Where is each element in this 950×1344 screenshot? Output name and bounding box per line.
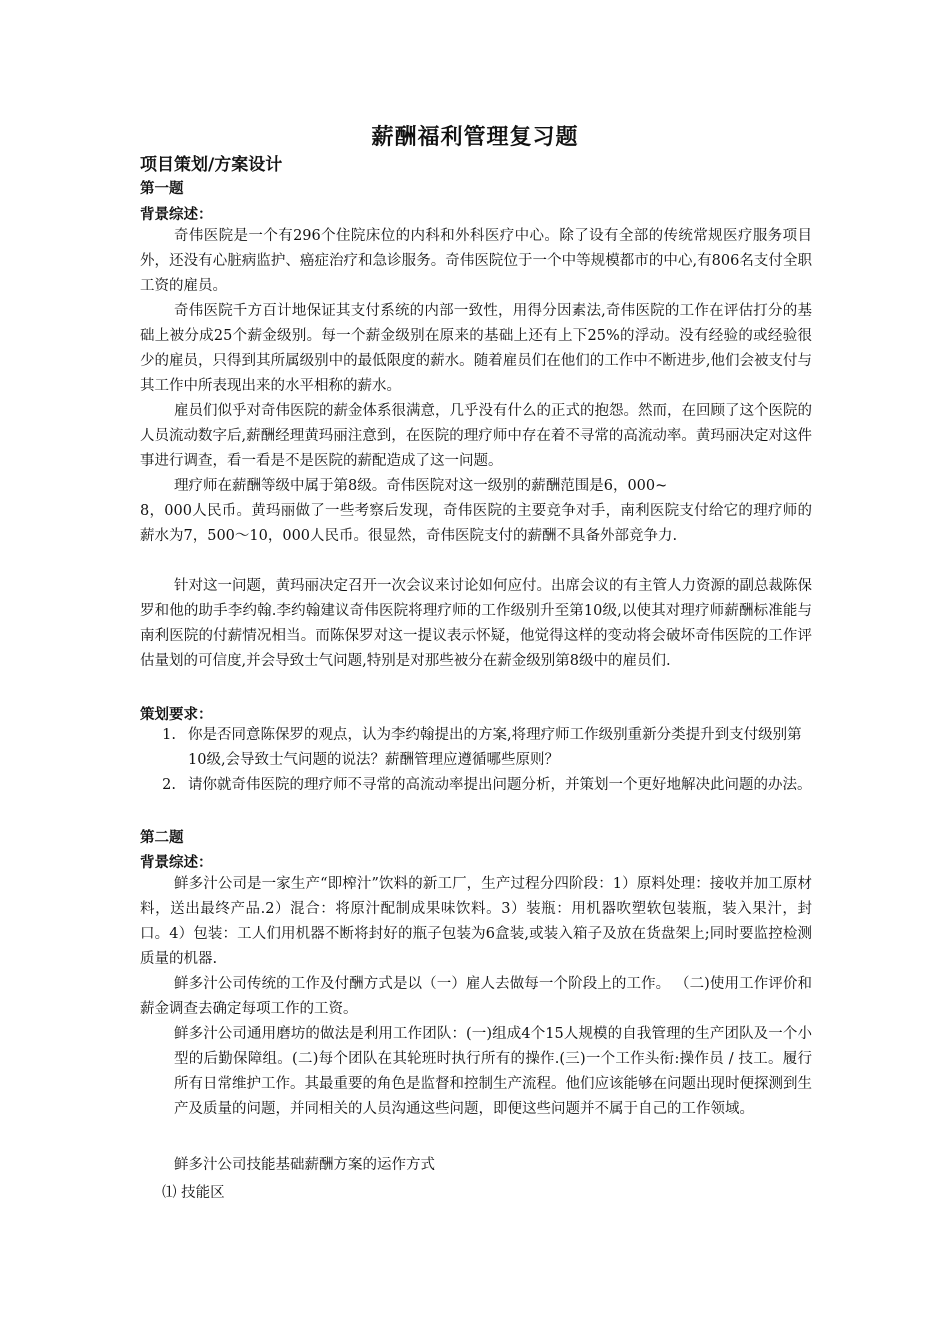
q1-requirements-label: 策划要求： [140, 707, 213, 723]
list-item [160, 773, 812, 798]
q1-paragraph-4-line-1: 理疗师在薪酬等级中属于第8级。奇伟医院对这一级别的薪酬范围是6，000~ [174, 478, 668, 494]
document-title: 薪酬福利管理复习题 [371, 125, 579, 150]
list-item [160, 723, 812, 773]
list-text: 你是否同意陈保罗的观点，认为李约翰提出的方案,将理疗师工作级别重新分类提升到支付级别第10级,会导致士气问题的说法？薪酬管理应遵循哪些原则？ [188, 727, 802, 768]
list-number: 1. [162, 727, 176, 743]
list-number: 2. [162, 777, 176, 793]
q1-paragraph-5: 针对这一问题，黄玛丽决定召开一次会议来讨论如何应付。出席会议的有主管人力资源的副总裁陈保罗和他的助手李约翰.李约翰建议奇伟医院将理疗师的工作级别升至第10级,以使其对理疗师薪酬标准能与南利医院的付薪情况相当。而陈保罗对这一提议表示怀疑，他觉得这样的变动将会破坏奇伟医院的工作评估量划的可信度,并会导致士气问题,特别是对那些被分在薪金级别第8级中的雇员们. [140, 578, 812, 669]
q1-heading: 第一题 [140, 181, 184, 197]
q1-paragraph-4: 8，000人民币。黄玛丽做了一些考察后发现，奇伟医院的主要竞争对手，南利医院支付给它的理疗师的薪水为7，500～10，000人民币。很显然，奇伟医院支付的薪酬不具备外部竞争力. [140, 503, 812, 544]
q2-heading: 第二题 [140, 830, 184, 846]
q2-paragraph-5: ⑴ 技能区 [162, 1185, 225, 1201]
list-text: 请你就奇伟医院的理疗师不寻常的高流动率提出问题分析，并策划一个更好地解决此问题的办法。 [188, 777, 812, 793]
q1-paragraph-1: 奇伟医院是一个有296个住院床位的内科和外科医疗中心。除了设有全部的传统常规医疗服务项目外，还没有心脏病监护、癌症治疗和急诊服务。奇伟医院位于一个中等规模都市的中心,有806名支付全职工资的雇员。 [140, 228, 812, 294]
q1-paragraph-3: 雇员们似乎对奇伟医院的薪金体系很满意，几乎没有什么的正式的抱怨。然而，在回顾了这个医院的人员流动数字后,薪酬经理黄玛丽注意到，在医院的理疗师中存在着不寻常的高流动率。黄玛丽决定对这件事进行调查，看一看是不是医院的薪配造成了这一问题。 [140, 403, 812, 469]
q2-paragraph-1: 鲜多汁公司是一家生产“即榨汁”饮料的新工厂，生产过程分四阶段：1）原料处理：接收并加工原材料，送出最终产品.2）混合：将原汁配制成果味饮料。3）装瓶：用机器吹塑软包装瓶，装入果汁，封口。4）包装：工人们用机器不断将封好的瓶子包装为6盒装,或装入箱子及放在货盘架上;同时要监控检测质量的机器. [140, 876, 812, 967]
q2-paragraph-4: 鲜多汁公司技能基础薪酬方案的运作方式 [174, 1157, 435, 1173]
q1-paragraph-2: 奇伟医院千方百计地保证其支付系统的内部一致性，用得分因素法,奇伟医院的工作在评估打分的基础上被分成25个薪金级别。每一个薪金级别在原来的基础上还有上下25%的浮动。没有经验的或经验很少的雇员，只得到其所属级别中的最低限度的薪水。随着雇员们在他们的工作中不断进步,他们会被支付与其工作中所表现出来的水平相称的薪水。 [140, 303, 812, 394]
q2-background-label: 背景综述： [140, 855, 213, 871]
q2-paragraph-2: 鲜多汁公司传统的工作及付酬方式是以（一）雇人去做每一个阶段上的工作。 （二)使用工作评价和薪金调查去确定每项工作的工资。 [140, 976, 812, 1017]
section-heading: 项目策划/方案设计 [140, 155, 283, 175]
q1-background-label: 背景综述： [140, 207, 213, 223]
q2-paragraph-3: 鲜多汁公司通用磨坊的做法是利用工作团队：(一)组成4个15人规模的自我管理的生产团队及一个小型的后勤保障组。(二)每个团队在其轮班时执行所有的操作.(三)一个工作头衔:操作员 / 技工。履行所有日常维护工作。其最重要的角色是监督和控制生产流程。他们应该能够在问题出现时便探测到生产及质量的问题，并同相关的人员沟通这些问题，即便这些问题并不属于自己的工作领域。 [174, 1026, 812, 1117]
